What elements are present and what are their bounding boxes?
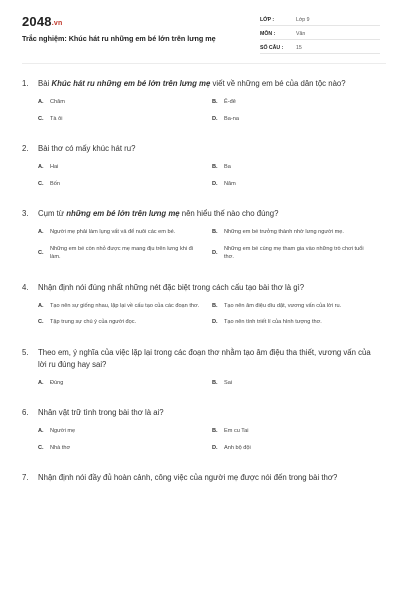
option-letter: C. — [38, 249, 44, 256]
question-emphasis: những em bé lớn trên lưng mẹ — [66, 209, 180, 218]
question-text — [38, 208, 386, 220]
option-text: Người mẹ phải làm lụng vất vả để nuôi các em bé. — [50, 229, 176, 235]
options — [22, 302, 386, 335]
option-letter: B. — [212, 379, 218, 386]
option-c[interactable] — [38, 180, 212, 189]
option-a[interactable] — [38, 379, 212, 388]
option-b[interactable] — [212, 427, 386, 436]
option-letter: C. — [38, 115, 44, 122]
option-letter: B. — [212, 229, 218, 235]
options — [22, 427, 386, 460]
option-d[interactable] — [212, 318, 386, 327]
question-text-part: nên hiểu thế nào cho đúng? — [179, 209, 279, 218]
option-b[interactable] — [212, 98, 386, 107]
question-text: Bài thơ có mấy khúc hát ru? — [38, 144, 136, 153]
option-text: Những em bé còn nhỏ được mẹ mang địu trên lưng khi đi làm. — [50, 245, 194, 260]
meta-value: 15 — [296, 44, 302, 51]
question-4 — [22, 282, 386, 335]
option-text: Những em bé cùng mẹ tham gia vào những trò chơi tuổi thơ. — [224, 245, 364, 260]
question-3 — [22, 208, 386, 270]
option-text: Hai — [50, 164, 59, 170]
option-d[interactable] — [212, 115, 386, 124]
option-letter: B. — [212, 428, 218, 434]
option-text: Tập trung sự chú ý của người đọc. — [50, 319, 137, 325]
option-c[interactable] — [38, 245, 212, 262]
meta-label: MÔN : — [260, 30, 276, 37]
question-emphasis: Khúc hát ru những em bé lớn trên lưng mẹ — [51, 79, 211, 88]
option-text: Năm — [224, 180, 236, 187]
question-text — [38, 78, 386, 90]
options — [22, 163, 386, 196]
option-letter: A. — [38, 428, 44, 434]
meta-value: Văn — [296, 30, 306, 37]
option-text: Ê-đê — [224, 99, 236, 105]
question-number: 6. — [22, 408, 29, 417]
quiz-meta — [260, 14, 380, 56]
option-a[interactable] — [38, 98, 212, 107]
option-b[interactable] — [212, 302, 386, 311]
option-letter: A. — [38, 302, 44, 309]
option-a[interactable] — [38, 163, 212, 172]
option-letter: A. — [38, 379, 44, 386]
quiz-title: Trắc nghiệm: Khúc hát ru những em bé lớn trên lưng mẹ — [22, 34, 216, 43]
option-d[interactable] — [212, 245, 386, 262]
option-text: Tạo nên tính triết lí của hình tượng thơ. — [224, 319, 322, 325]
option-text: Bốn — [50, 180, 60, 187]
option-c[interactable] — [38, 444, 212, 453]
question-2 — [22, 143, 386, 196]
meta-row-class — [260, 14, 380, 26]
option-letter: A. — [38, 164, 44, 170]
question-number: 1. — [22, 79, 29, 88]
meta-label: SỐ CÂU : — [260, 44, 284, 51]
meta-value: Lớp 9 — [296, 16, 310, 23]
options — [22, 98, 386, 131]
options — [22, 228, 386, 270]
option-text: Sai — [224, 379, 233, 386]
option-letter: C. — [38, 319, 44, 325]
meta-row-subject — [260, 28, 380, 40]
question-number: 7. — [22, 473, 29, 482]
option-b[interactable] — [212, 228, 386, 237]
option-letter: A. — [38, 99, 44, 105]
question-text: Nhận định nói đúng nhất những nét đặc biệt trong cách cấu tạo bài thơ là gì? — [38, 282, 305, 292]
option-text: Nhà thơ — [50, 444, 71, 451]
question-number: 2. — [22, 144, 29, 153]
option-letter: D. — [212, 319, 218, 325]
page-header — [22, 0, 386, 64]
option-letter: D. — [212, 180, 218, 187]
question-1 — [22, 78, 386, 131]
question-6 — [22, 407, 386, 460]
option-c[interactable] — [38, 115, 212, 124]
option-a[interactable] — [38, 228, 212, 237]
option-a[interactable] — [38, 427, 212, 436]
question-5 — [22, 347, 386, 396]
option-text: Đúng — [50, 379, 64, 386]
option-a[interactable] — [38, 302, 212, 311]
meta-label: LỚP : — [260, 16, 275, 23]
question-text: Theo em, ý nghĩa của việc lặp lại trong các đoạn thơ nhằm tạo âm điệu tha thiết, vương vấn của lời ru đúng hay sai? — [38, 347, 371, 369]
logo-number: 2048 — [22, 14, 52, 29]
option-text: Anh bộ đội — [224, 444, 251, 451]
question-number: 3. — [22, 209, 29, 218]
option-letter: A. — [38, 229, 44, 235]
option-d[interactable] — [212, 444, 386, 453]
option-letter: B. — [212, 302, 218, 309]
option-letter: B. — [212, 164, 218, 170]
question-text: Nhận định nói đầy đủ hoàn cảnh, công việc của người mẹ được nói đến trong bài thơ? — [38, 473, 338, 482]
option-text: Những em bé trưởng thành nhờ lưng người mẹ. — [224, 229, 344, 235]
option-letter: B. — [212, 99, 218, 105]
meta-row-count — [260, 42, 380, 54]
question-text-part: Bài — [38, 79, 52, 88]
option-text: Người mẹ — [50, 428, 76, 434]
option-text: Ba-na — [224, 115, 239, 122]
logo-domain: .vn — [51, 20, 63, 27]
option-text: Tạo nên âm điệu dìu dặt, vương vấn của lời ru. — [224, 302, 342, 309]
options — [22, 379, 386, 396]
option-text: Tà ôi — [50, 115, 63, 122]
option-letter: D. — [212, 249, 218, 256]
option-letter: C. — [38, 180, 44, 187]
option-text: Chăm — [50, 99, 65, 105]
option-d[interactable] — [212, 180, 386, 189]
option-letter: D. — [212, 115, 218, 122]
option-letter: D. — [212, 444, 218, 451]
question-text: Nhân vật trữ tình trong bài thơ là ai? — [38, 408, 164, 417]
question-number: 4. — [22, 282, 29, 292]
option-text: Tạo nên sự giống nhau, lặp lại về cấu tạo của các đoạn thơ. — [50, 302, 200, 309]
option-letter: C. — [38, 444, 44, 451]
option-text: Em cu Tai — [224, 428, 249, 434]
question-text-part: viết về những em bé của dân tộc nào? — [210, 79, 346, 88]
option-b[interactable] — [212, 379, 386, 388]
question-7 — [22, 472, 386, 484]
question-number: 5. — [22, 347, 29, 357]
option-c[interactable] — [38, 318, 212, 327]
site-logo[interactable] — [22, 14, 62, 29]
question-text-part: Cụm từ — [38, 209, 67, 218]
option-b[interactable] — [212, 163, 386, 172]
option-text: Ba — [224, 164, 231, 170]
